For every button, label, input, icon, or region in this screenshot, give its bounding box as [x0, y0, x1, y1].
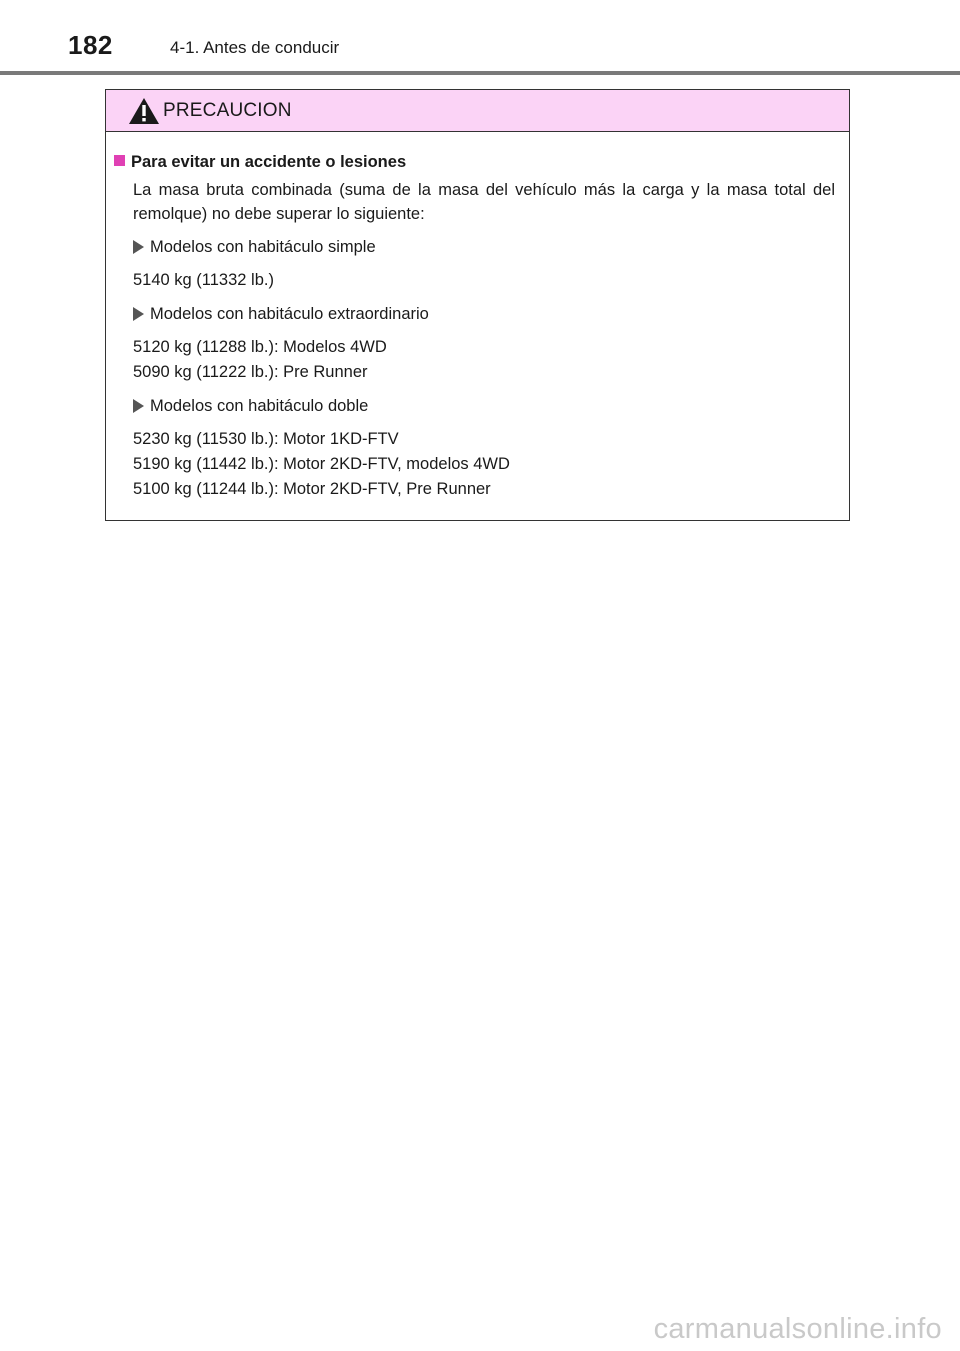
list-item-extra — [133, 304, 429, 324]
caution-header — [106, 90, 849, 132]
arrow-bullet-icon — [133, 399, 144, 413]
arrow-bullet-icon — [133, 307, 144, 321]
page-number: 182 — [68, 30, 113, 60]
weight-line: 5190 kg (11442 lb.): Motor 2KD-FTV, modelos 4WD — [133, 455, 510, 473]
caution-box — [105, 89, 850, 521]
square-bullet-icon — [114, 155, 125, 166]
list-item-label: Modelos con habitáculo extraordinario — [150, 305, 429, 323]
list-item-double — [133, 396, 368, 416]
weight-line: 5090 kg (11222 lb.): Pre Runner — [133, 363, 368, 381]
section-title: 4-1. Antes de conducir — [170, 38, 340, 57]
caution-subheading — [114, 152, 406, 172]
arrow-bullet-icon — [133, 240, 144, 254]
list-item-simple — [133, 237, 376, 257]
weight-line: 5120 kg (11288 lb.): Modelos 4WD — [133, 338, 387, 356]
caution-title: PRECAUCION — [163, 100, 292, 121]
warning-triangle-icon — [128, 97, 160, 125]
subheading-text: Para evitar un accidente o lesiones — [131, 153, 407, 171]
watermark-text: carmanualsonline.info — [653, 1313, 942, 1345]
weight-line: 5230 kg (11530 lb.): Motor 1KD-FTV — [133, 430, 399, 448]
header-rule — [0, 71, 960, 75]
list-item-label: Modelos con habitáculo simple — [150, 238, 376, 256]
weight-line: 5140 kg (11332 lb.) — [133, 271, 274, 289]
page-header — [0, 0, 960, 72]
weight-line: 5100 kg (11244 lb.): Motor 2KD-FTV, Pre Runner — [133, 480, 491, 498]
list-item-label: Modelos con habitáculo doble — [150, 397, 369, 415]
intro-paragraph: La masa bruta combinada (suma de la masa del vehículo más la carga y la masa total del remolque) no debe superar lo siguiente: — [133, 181, 835, 223]
